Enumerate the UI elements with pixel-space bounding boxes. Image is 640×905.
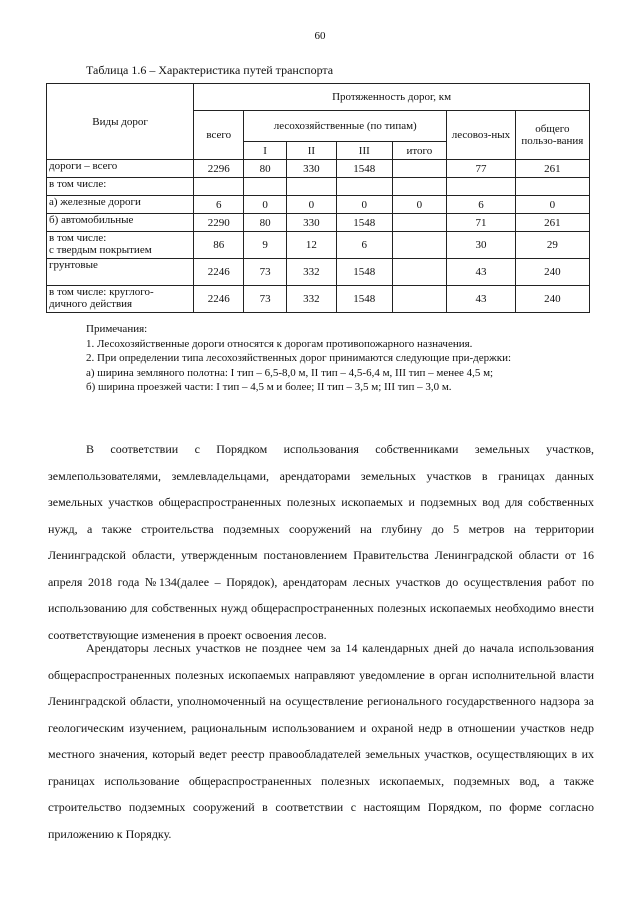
subtotal-cell xyxy=(392,286,447,313)
general-cell: 29 xyxy=(515,232,589,259)
type-2-cell: 0 xyxy=(286,196,336,214)
type-2-cell: 12 xyxy=(286,232,336,259)
header-type-1: I xyxy=(244,142,287,160)
general-cell: 261 xyxy=(515,160,589,178)
timber-cell: 6 xyxy=(447,196,516,214)
header-subtotal: итого xyxy=(392,142,447,160)
transport-roads-table xyxy=(46,83,590,313)
note-a: а) ширина земляного полотна: I тип – 6,5-8,0 м, II тип – 4,5-6,4 м, III тип – менее 4,5 м; xyxy=(86,366,494,379)
subtotal-cell xyxy=(392,259,447,286)
header-length: Протяженность дорог, км xyxy=(194,84,590,111)
type-1-cell: 80 xyxy=(244,214,287,232)
general-cell: 261 xyxy=(515,214,589,232)
timber-cell: 43 xyxy=(447,286,516,313)
type-2-cell xyxy=(286,178,336,196)
subtotal-cell xyxy=(392,178,447,196)
header-type-3: III xyxy=(336,142,392,160)
subtotal-cell xyxy=(392,232,447,259)
type-3-cell xyxy=(336,178,392,196)
table-caption: Таблица 1.6 – Характеристика путей транспорта xyxy=(86,63,334,77)
type-3-cell: 6 xyxy=(336,232,392,259)
type-1-cell: 73 xyxy=(244,259,287,286)
page-number: 60 xyxy=(314,30,326,42)
table-row xyxy=(47,178,590,196)
table-row xyxy=(47,160,590,178)
row-name-cell: в том числе: с твердым покрытием xyxy=(47,232,194,259)
general-cell: 240 xyxy=(515,259,589,286)
note-1: 1. Лесохозяйственные дороги относятся к дорогам противопожарного назначения. xyxy=(86,337,473,350)
table-row xyxy=(47,232,590,259)
table-row xyxy=(47,286,590,313)
timber-cell: 43 xyxy=(447,259,516,286)
note-2: 2. При определении типа лесохозяйственных дорог принимаются следующие при-держки: xyxy=(86,352,512,364)
total-cell: 2290 xyxy=(194,214,244,232)
type-1-cell: 80 xyxy=(244,160,287,178)
type-2-cell: 332 xyxy=(286,286,336,313)
total-cell xyxy=(194,178,244,196)
paragraph-1: В соответствии с Порядком использования собственниками земельных участков, землепользователями, землевладельцами, арендаторами земельных участков в границах данных земельных участков общераспространенных полезных ископаемых и подземных вод для собственных нужд, а также строительства подземных сооружений на глубину до 5 метров на территории Ленинградской области, утвержденным постановлением Правительства Ленинградской области от 16 апреля 2018 года №134(далее – Порядок), арендаторам лесных участков до осуществления работ по использованию для собственных нужд общераспространенных полезных ископаемых необходимо внести соответствующие изменения в проект освоения лесов. xyxy=(48,442,594,642)
subtotal-cell xyxy=(392,160,447,178)
header-total: всего xyxy=(194,111,244,160)
row-name-cell: б) автомобильные xyxy=(47,214,194,232)
type-2-cell: 332 xyxy=(286,259,336,286)
type-3-cell: 1548 xyxy=(336,259,392,286)
table-row xyxy=(47,259,590,286)
table-notes xyxy=(48,322,596,395)
row-name-cell: а) железные дороги xyxy=(47,196,194,214)
type-1-cell xyxy=(244,178,287,196)
total-cell: 2246 xyxy=(194,259,244,286)
row-name-cell: грунтовые xyxy=(47,259,194,286)
header-general: общего пользо-вания xyxy=(515,111,589,160)
type-2-cell: 330 xyxy=(286,160,336,178)
notes-title: Примечания: xyxy=(86,323,148,335)
note-b: б) ширина проезжей части: I тип – 4,5 м и более; II тип – 3,5 м; III тип – 3,0 м. xyxy=(86,381,452,393)
timber-cell: 71 xyxy=(447,214,516,232)
total-cell: 86 xyxy=(194,232,244,259)
timber-cell: 30 xyxy=(447,232,516,259)
table-row xyxy=(47,214,590,232)
type-2-cell: 330 xyxy=(286,214,336,232)
paragraph-2: Арендаторы лесных участков не позднее чем за 14 календарных дней до начала использования общераспространенных полезных ископаемых направляют уведомление в орган исполнительной власти Ленинградской области, уполномоченный на осуществление регионального государственного надзора за геологическим изучением, рациональным использованием и охраной недр в отношении участков недр местного значения, который ведет реестр правообладателей земельных участков, осуществляющих в их границах использование общераспространенных полезных ископаемых, подземных вод, а также строительство подземных сооружений в соответствии с настоящим Порядком, по форме согласно приложению к Порядку. xyxy=(48,641,594,841)
general-cell: 0 xyxy=(515,196,589,214)
row-name-cell: дороги – всего xyxy=(47,160,194,178)
type-3-cell: 0 xyxy=(336,196,392,214)
row-name-cell: в том числе: xyxy=(47,178,194,196)
total-cell: 2296 xyxy=(194,160,244,178)
subtotal-cell: 0 xyxy=(392,196,447,214)
header-forestry: лесохозяйственные (по типам) xyxy=(244,111,447,142)
total-cell: 6 xyxy=(194,196,244,214)
type-1-cell: 0 xyxy=(244,196,287,214)
type-3-cell: 1548 xyxy=(336,214,392,232)
subtotal-cell xyxy=(392,214,447,232)
type-1-cell: 73 xyxy=(244,286,287,313)
timber-cell xyxy=(447,178,516,196)
header-road-types: Виды дорог xyxy=(47,84,194,160)
total-cell: 2246 xyxy=(194,286,244,313)
type-3-cell: 1548 xyxy=(336,160,392,178)
type-1-cell: 9 xyxy=(244,232,287,259)
header-type-2: II xyxy=(286,142,336,160)
table-row xyxy=(47,196,590,214)
general-cell: 240 xyxy=(515,286,589,313)
row-name-cell: в том числе: круглого-дичного действия xyxy=(47,286,194,313)
general-cell xyxy=(515,178,589,196)
timber-cell: 77 xyxy=(447,160,516,178)
type-3-cell: 1548 xyxy=(336,286,392,313)
header-timber: лесовоз-ных xyxy=(447,111,516,160)
